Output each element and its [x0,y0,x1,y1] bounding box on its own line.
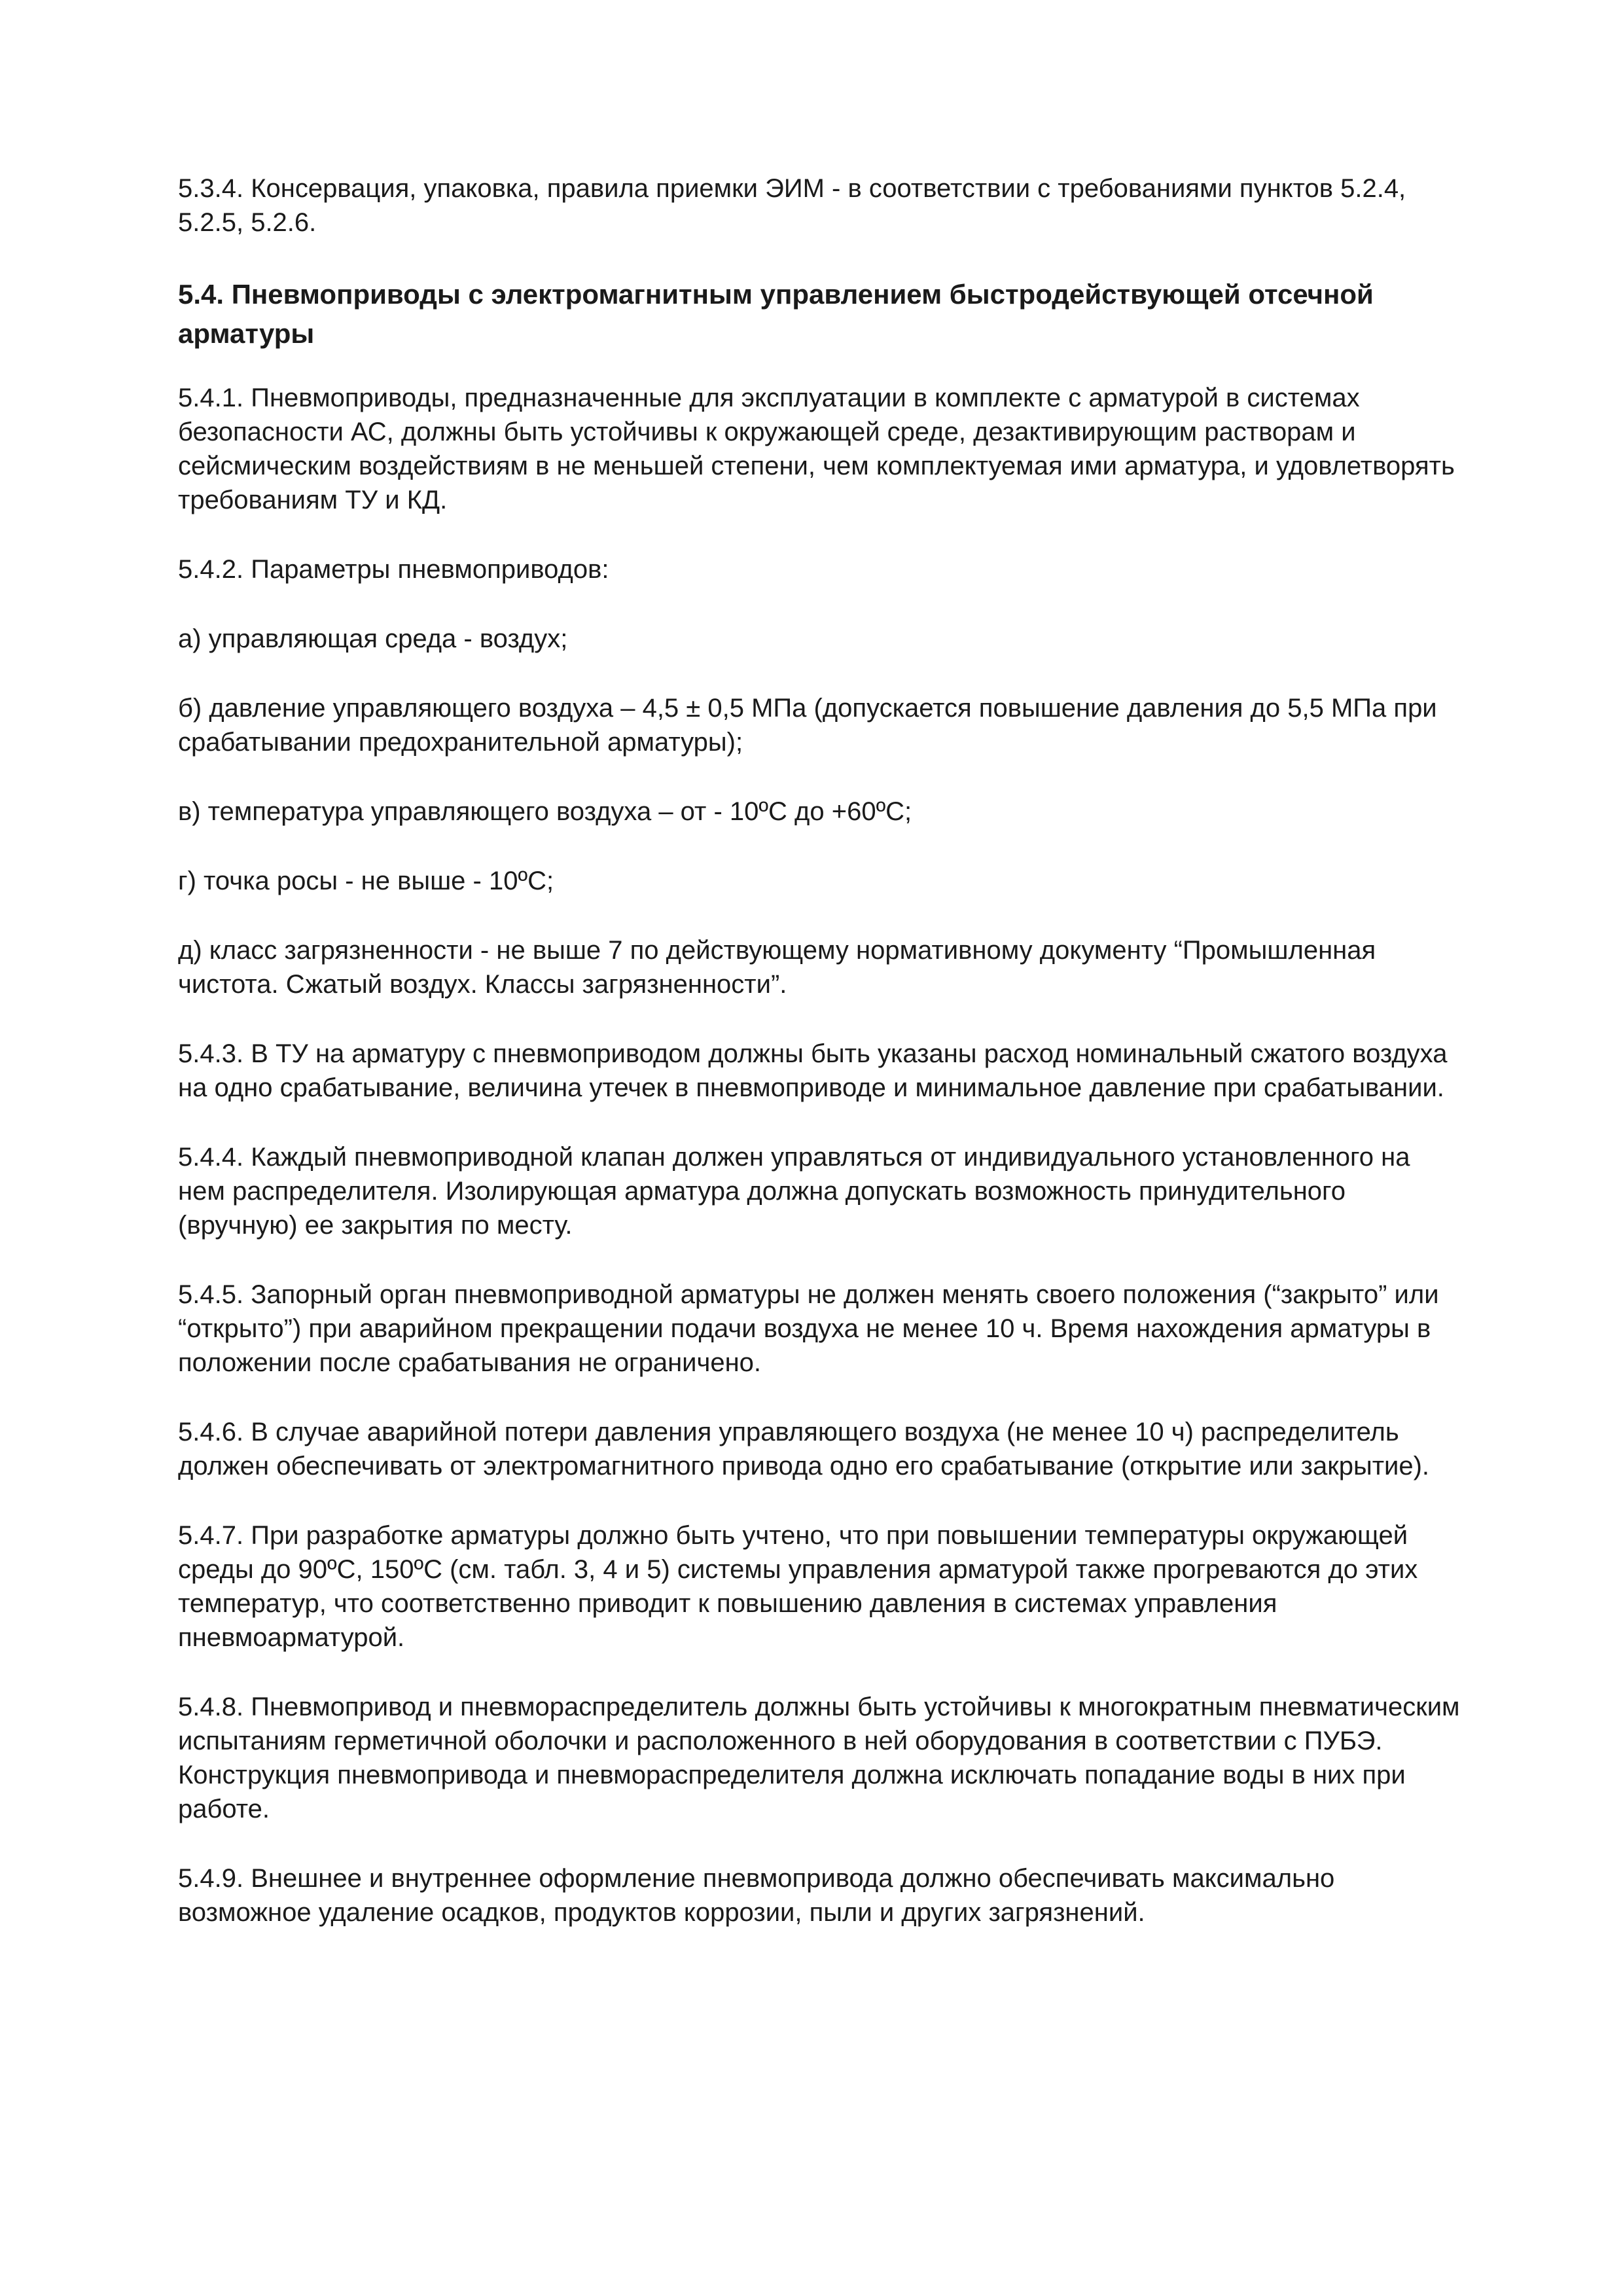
paragraph-5-4-8: 5.4.8. Пневмопривод и пневмораспределитель должны быть устойчивы к многократным пневматическим испытаниям герметичной оболочки и расположенного в ней оборудования в соответствии с ПУБЭ. Конструкция пневмопривода и пневмораспределителя должна исключать попадание воды в них при работе. [178,1693,1460,1823]
paragraph-5-3-4: 5.3.4. Консервация, упаковка, правила приемки ЭИМ - в соответствии с требованиями пунктов 5.2.4, 5.2.5, 5.2.6. [178,174,1406,237]
list-item-a: а) управляющая среда - воздух; [178,624,568,653]
paragraph-5-4-5: 5.4.5. Запорный орган пневмоприводной арматуры не должен менять своего положения (“закрыто” или “открыто”) при аварийном прекращении подачи воздуха не менее 10 ч. Время нахождения арматуры в положении после срабатывания не ограничено. [178,1280,1439,1377]
paragraph-5-4-6: 5.4.6. В случае аварийной потери давления управляющего воздуха (не менее 10 ч) распределитель должен обеспечивать от электромагнитного привода одно его срабатывание (открытие или закрытие). [178,1418,1430,1480]
paragraph-5-4-7: 5.4.7. При разработке арматуры должно быть учтено, что при повышении температуры окружающей среды до 90ºС, 150ºС (см. табл. 3, 4 и 5) системы управления арматурой также прогреваются до этих температур, что соответственно приводит к повышению давления в системах управления пневмоарматурой. [178,1521,1418,1652]
paragraph-5-4-2: 5.4.2. Параметры пневмоприводов: [178,555,609,584]
list-item-d: д) класс загрязненности - не выше 7 по действующему нормативному документу “Промышленная чистота. Сжатый воздух. Классы загрязненности”. [178,936,1376,999]
paragraph-5-4-1: 5.4.1. Пневмоприводы, предназначенные для эксплуатации в комплекте с арматурой в системах безопасности АС, должны быть устойчивы к окружающей среде, дезактивирующим растворам и сейсмическим воздействиям в не меньшей степени, чем комплектуемая ими арматура, и удовлетворять требованиям ТУ и КД. [178,384,1455,514]
paragraph-5-4-3: 5.4.3. В ТУ на арматуру с пневмоприводом должны быть указаны расход номинальный сжатого воздуха на одно срабатывание, величина утечек в пневмоприводе и минимальное давление при срабатывании. [178,1039,1448,1102]
document-body [178,171,1461,1965]
paragraph-5-4-4: 5.4.4. Каждый пневмоприводной клапан должен управляться от индивидуального установленного на нем распределителя. Изолирующая арматура должна допускать возможность принудительного (вручную) ее закрытия по месту. [178,1143,1410,1240]
list-item-g: г) точка росы - не выше - 10ºС; [178,867,554,895]
paragraph-5-4-9: 5.4.9. Внешнее и внутреннее оформление пневмопривода должно обеспечивать максимально возможное удаление осадков, продуктов коррозии, пыли и других загрязнений. [178,1864,1335,1927]
list-item-v: в) температура управляющего воздуха – от - 10ºС до +60ºС; [178,797,912,826]
section-heading-5-4: 5.4. Пневмоприводы с электромагнитным управлением быстродействующей отсечной арматуры [178,279,1374,349]
list-item-b: б) давление управляющего воздуха – 4,5 ± 0,5 МПа (допускается повышение давления до 5,5 МПа при срабатывании предохранительной арматуры); [178,694,1437,757]
